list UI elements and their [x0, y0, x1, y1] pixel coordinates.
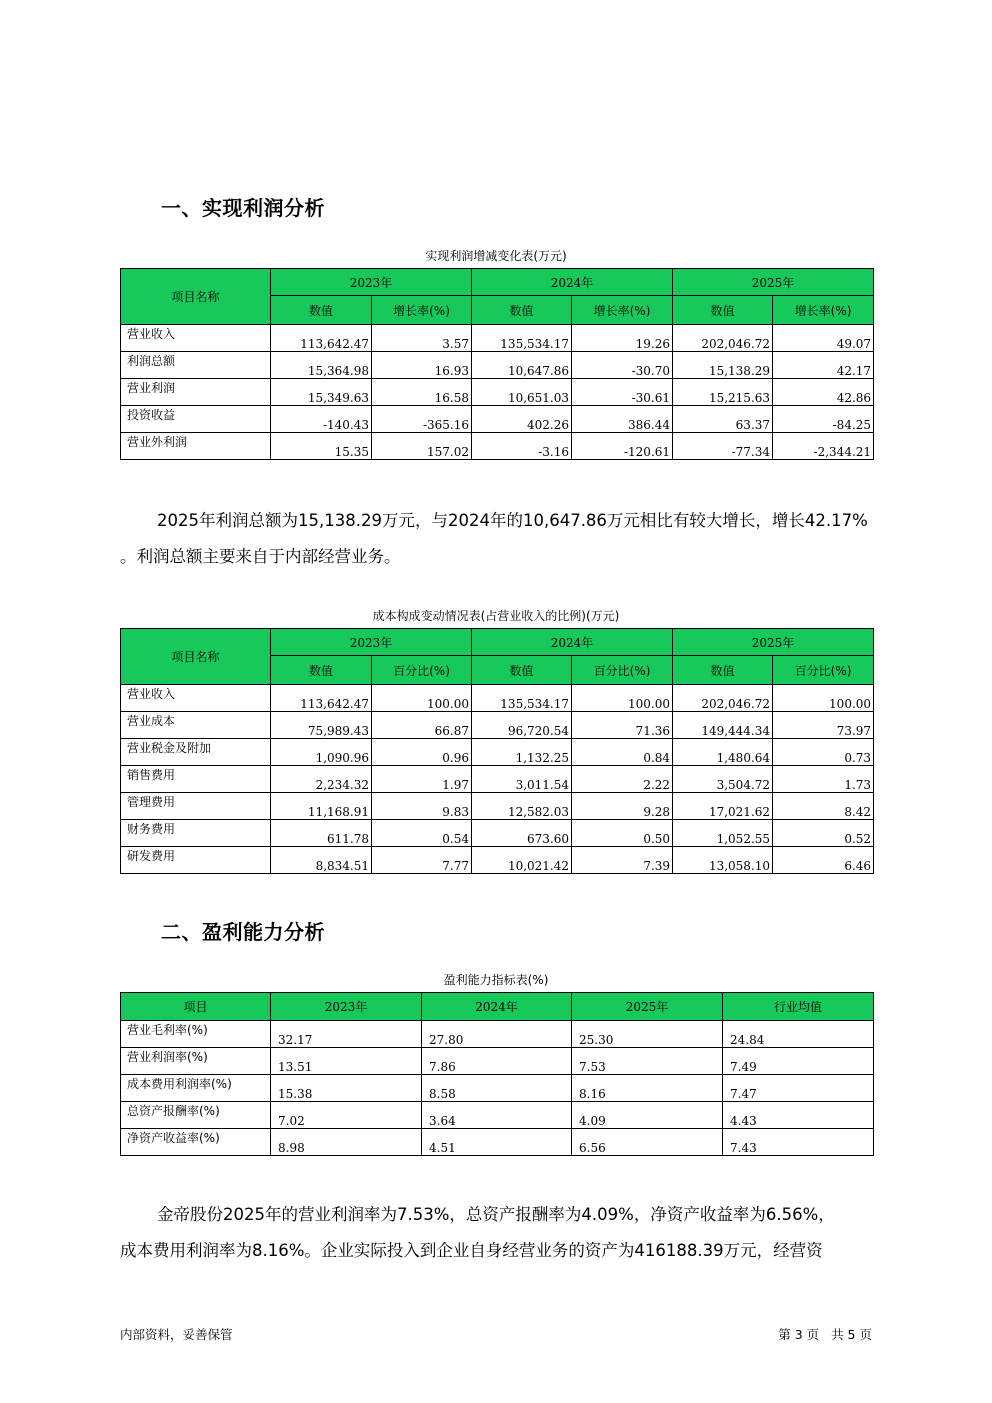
table3-caption: 盈利能力指标表(%) — [443, 973, 549, 987]
cell: -2,344.21 — [773, 433, 874, 460]
cell: 386.44 — [572, 406, 673, 433]
cell: 42.17 — [773, 352, 874, 379]
profit-analysis-paragraph — [120, 503, 880, 575]
sub-header: 百分比(%) — [773, 656, 874, 685]
cell: 24.84 — [723, 1021, 874, 1048]
cell: 7.86 — [422, 1048, 572, 1075]
section1-heading: 一、实现利润分析 — [161, 196, 325, 220]
table-row — [121, 1021, 874, 1048]
row-label: 管理费用 — [121, 793, 271, 820]
year-header: 2023年 — [271, 269, 472, 296]
cell: 135,534.17 — [472, 685, 572, 712]
cell: 11,168.91 — [271, 793, 372, 820]
cell: 135,534.17 — [472, 325, 572, 352]
cell: 1.73 — [773, 766, 874, 793]
footer-confidential: 内部资料，妥善保管 — [120, 1327, 233, 1342]
cost-structure-table — [120, 628, 874, 874]
cell: 149,444.34 — [673, 712, 773, 739]
sub-header: 数值 — [472, 296, 572, 325]
cell: 157.02 — [372, 433, 472, 460]
header-cell: 2023年 — [271, 993, 422, 1021]
table-row — [121, 379, 874, 406]
row-label: 总资产报酬率(%) — [121, 1102, 271, 1129]
header-cell: 2024年 — [422, 993, 572, 1021]
cell: 49.07 — [773, 325, 874, 352]
sub-header: 数值 — [271, 656, 372, 685]
item-name-header: 项目名称 — [121, 629, 271, 685]
cell: 113,642.47 — [271, 685, 372, 712]
cell: 15.35 — [271, 433, 372, 460]
year-header: 2024年 — [472, 269, 673, 296]
row-label: 营业收入 — [121, 685, 271, 712]
cell: 17,021.62 — [673, 793, 773, 820]
cell: 27.80 — [422, 1021, 572, 1048]
paragraph-line: 2025年利润总额为15,138.29万元，与2024年的10,647.86万元相比有较大增长，增长42.17% — [157, 511, 868, 530]
header-cell: 2025年 — [572, 993, 723, 1021]
row-label: 营业税金及附加 — [121, 739, 271, 766]
section2-heading: 二、盈利能力分析 — [161, 920, 325, 944]
row-label: 研发费用 — [121, 847, 271, 874]
row-label: 营业毛利率(%) — [121, 1021, 271, 1048]
sub-header: 百分比(%) — [572, 656, 673, 685]
header-cell: 行业均值 — [723, 993, 874, 1021]
cell: 611.78 — [271, 820, 372, 847]
cell: 3,504.72 — [673, 766, 773, 793]
cell: 13,058.10 — [673, 847, 773, 874]
year-header: 2025年 — [673, 269, 874, 296]
row-label: 营业外利润 — [121, 433, 271, 460]
cell: 8.42 — [773, 793, 874, 820]
table-row — [121, 1129, 874, 1156]
cell: 96,720.54 — [472, 712, 572, 739]
table-row — [121, 685, 874, 712]
row-label: 利润总额 — [121, 352, 271, 379]
table-row — [121, 739, 874, 766]
profitability-table — [120, 992, 874, 1156]
cell: 0.52 — [773, 820, 874, 847]
cell: 0.73 — [773, 739, 874, 766]
cell: 15,215.63 — [673, 379, 773, 406]
cell: 100.00 — [773, 685, 874, 712]
cell: -30.70 — [572, 352, 673, 379]
cell: 15,364.98 — [271, 352, 372, 379]
sub-header: 增长率(%) — [572, 296, 673, 325]
cell: 6.46 — [773, 847, 874, 874]
cell: 3.64 — [422, 1102, 572, 1129]
row-label: 净资产收益率(%) — [121, 1129, 271, 1156]
table-row — [121, 712, 874, 739]
cell: 4.43 — [723, 1102, 874, 1129]
cell: 4.51 — [422, 1129, 572, 1156]
cell: -77.34 — [673, 433, 773, 460]
cell: 63.37 — [673, 406, 773, 433]
cell: 8.58 — [422, 1075, 572, 1102]
cell: 7.43 — [723, 1129, 874, 1156]
cell: 12,582.03 — [472, 793, 572, 820]
cell: 7.39 — [572, 847, 673, 874]
footer-page-number: 第 3 页 共 5 页 — [778, 1327, 872, 1342]
cell: 15,138.29 — [673, 352, 773, 379]
cell: -30.61 — [572, 379, 673, 406]
cell: 100.00 — [572, 685, 673, 712]
row-label: 销售费用 — [121, 766, 271, 793]
table2-caption: 成本构成变动情况表(占营业收入的比例)(万元) — [372, 609, 620, 623]
cell: 100.00 — [372, 685, 472, 712]
cell: 75,989.43 — [271, 712, 372, 739]
sub-header: 数值 — [472, 656, 572, 685]
cell: 19.26 — [572, 325, 673, 352]
table-row — [121, 325, 874, 352]
cell: -120.61 — [572, 433, 673, 460]
cell: -365.16 — [372, 406, 472, 433]
year-header: 2023年 — [271, 629, 472, 656]
row-label: 营业利润 — [121, 379, 271, 406]
paragraph-line: 。利润总额主要来自于内部经营业务。 — [120, 547, 401, 566]
row-label: 投资收益 — [121, 406, 271, 433]
cell: 8,834.51 — [271, 847, 372, 874]
cell: 1,090.96 — [271, 739, 372, 766]
cell: 10,651.03 — [472, 379, 572, 406]
cell: 16.93 — [372, 352, 472, 379]
row-label: 财务费用 — [121, 820, 271, 847]
year-header: 2024年 — [472, 629, 673, 656]
table-row — [121, 1048, 874, 1075]
cell: 13.51 — [271, 1048, 422, 1075]
cell: 0.50 — [572, 820, 673, 847]
cell: 7.02 — [271, 1102, 422, 1129]
cell: 402.26 — [472, 406, 572, 433]
cell: 8.98 — [271, 1129, 422, 1156]
sub-header: 增长率(%) — [372, 296, 472, 325]
cell: 7.53 — [572, 1048, 723, 1075]
profitability-paragraph — [120, 1197, 880, 1269]
row-label: 营业收入 — [121, 325, 271, 352]
sub-header: 百分比(%) — [372, 656, 472, 685]
table-row — [121, 433, 874, 460]
cell: 4.09 — [572, 1102, 723, 1129]
row-label: 营业利润率(%) — [121, 1048, 271, 1075]
cell: 25.30 — [572, 1021, 723, 1048]
cell: 42.86 — [773, 379, 874, 406]
cell: 1,480.64 — [673, 739, 773, 766]
cell: 2,234.32 — [271, 766, 372, 793]
cell: 7.49 — [723, 1048, 874, 1075]
profit-change-table — [120, 268, 874, 460]
cell: 113,642.47 — [271, 325, 372, 352]
cell: -84.25 — [773, 406, 874, 433]
table-row — [121, 1102, 874, 1129]
table-row — [121, 1075, 874, 1102]
cell: 1,052.55 — [673, 820, 773, 847]
cell: 15,349.63 — [271, 379, 372, 406]
cell: 202,046.72 — [673, 325, 773, 352]
sub-header: 数值 — [271, 296, 372, 325]
cell: 6.56 — [572, 1129, 723, 1156]
cell: 2.22 — [572, 766, 673, 793]
cell: 71.36 — [572, 712, 673, 739]
cell: 3.57 — [372, 325, 472, 352]
row-label: 营业成本 — [121, 712, 271, 739]
cell: 0.96 — [372, 739, 472, 766]
header-cell: 项目 — [121, 993, 271, 1021]
cell: 9.28 — [572, 793, 673, 820]
table-row — [121, 406, 874, 433]
table-row — [121, 793, 874, 820]
sub-header: 增长率(%) — [773, 296, 874, 325]
cell: 32.17 — [271, 1021, 422, 1048]
cell: 8.16 — [572, 1075, 723, 1102]
cell: 15.38 — [271, 1075, 422, 1102]
cell: 673.60 — [472, 820, 572, 847]
cell: 1.97 — [372, 766, 472, 793]
cell: 9.83 — [372, 793, 472, 820]
cell: 202,046.72 — [673, 685, 773, 712]
cell: 16.58 — [372, 379, 472, 406]
cell: -3.16 — [472, 433, 572, 460]
cell: -140.43 — [271, 406, 372, 433]
row-label: 成本费用利润率(%) — [121, 1075, 271, 1102]
item-name-header: 项目名称 — [121, 269, 271, 325]
table-row — [121, 847, 874, 874]
cell: 7.77 — [372, 847, 472, 874]
cell: 0.84 — [572, 739, 673, 766]
paragraph-line: 成本费用利润率为8.16%。企业实际投入到企业自身经营业务的资产为416188.39万元，经营资 — [120, 1241, 823, 1260]
cell: 3,011.54 — [472, 766, 572, 793]
table-row — [121, 766, 874, 793]
sub-header: 数值 — [673, 296, 773, 325]
cell: 1,132.25 — [472, 739, 572, 766]
cell: 7.47 — [723, 1075, 874, 1102]
table-row — [121, 352, 874, 379]
cell: 10,647.86 — [472, 352, 572, 379]
cell: 10,021.42 — [472, 847, 572, 874]
table-row — [121, 820, 874, 847]
sub-header: 数值 — [673, 656, 773, 685]
cell: 73.97 — [773, 712, 874, 739]
cell: 66.87 — [372, 712, 472, 739]
table1-caption: 实现利润增减变化表(万元) — [425, 249, 567, 263]
cell: 0.54 — [372, 820, 472, 847]
year-header: 2025年 — [673, 629, 874, 656]
paragraph-line: 金帝股份2025年的营业利润率为7.53%，总资产报酬率为4.09%，净资产收益率为6.56%， — [157, 1205, 835, 1224]
